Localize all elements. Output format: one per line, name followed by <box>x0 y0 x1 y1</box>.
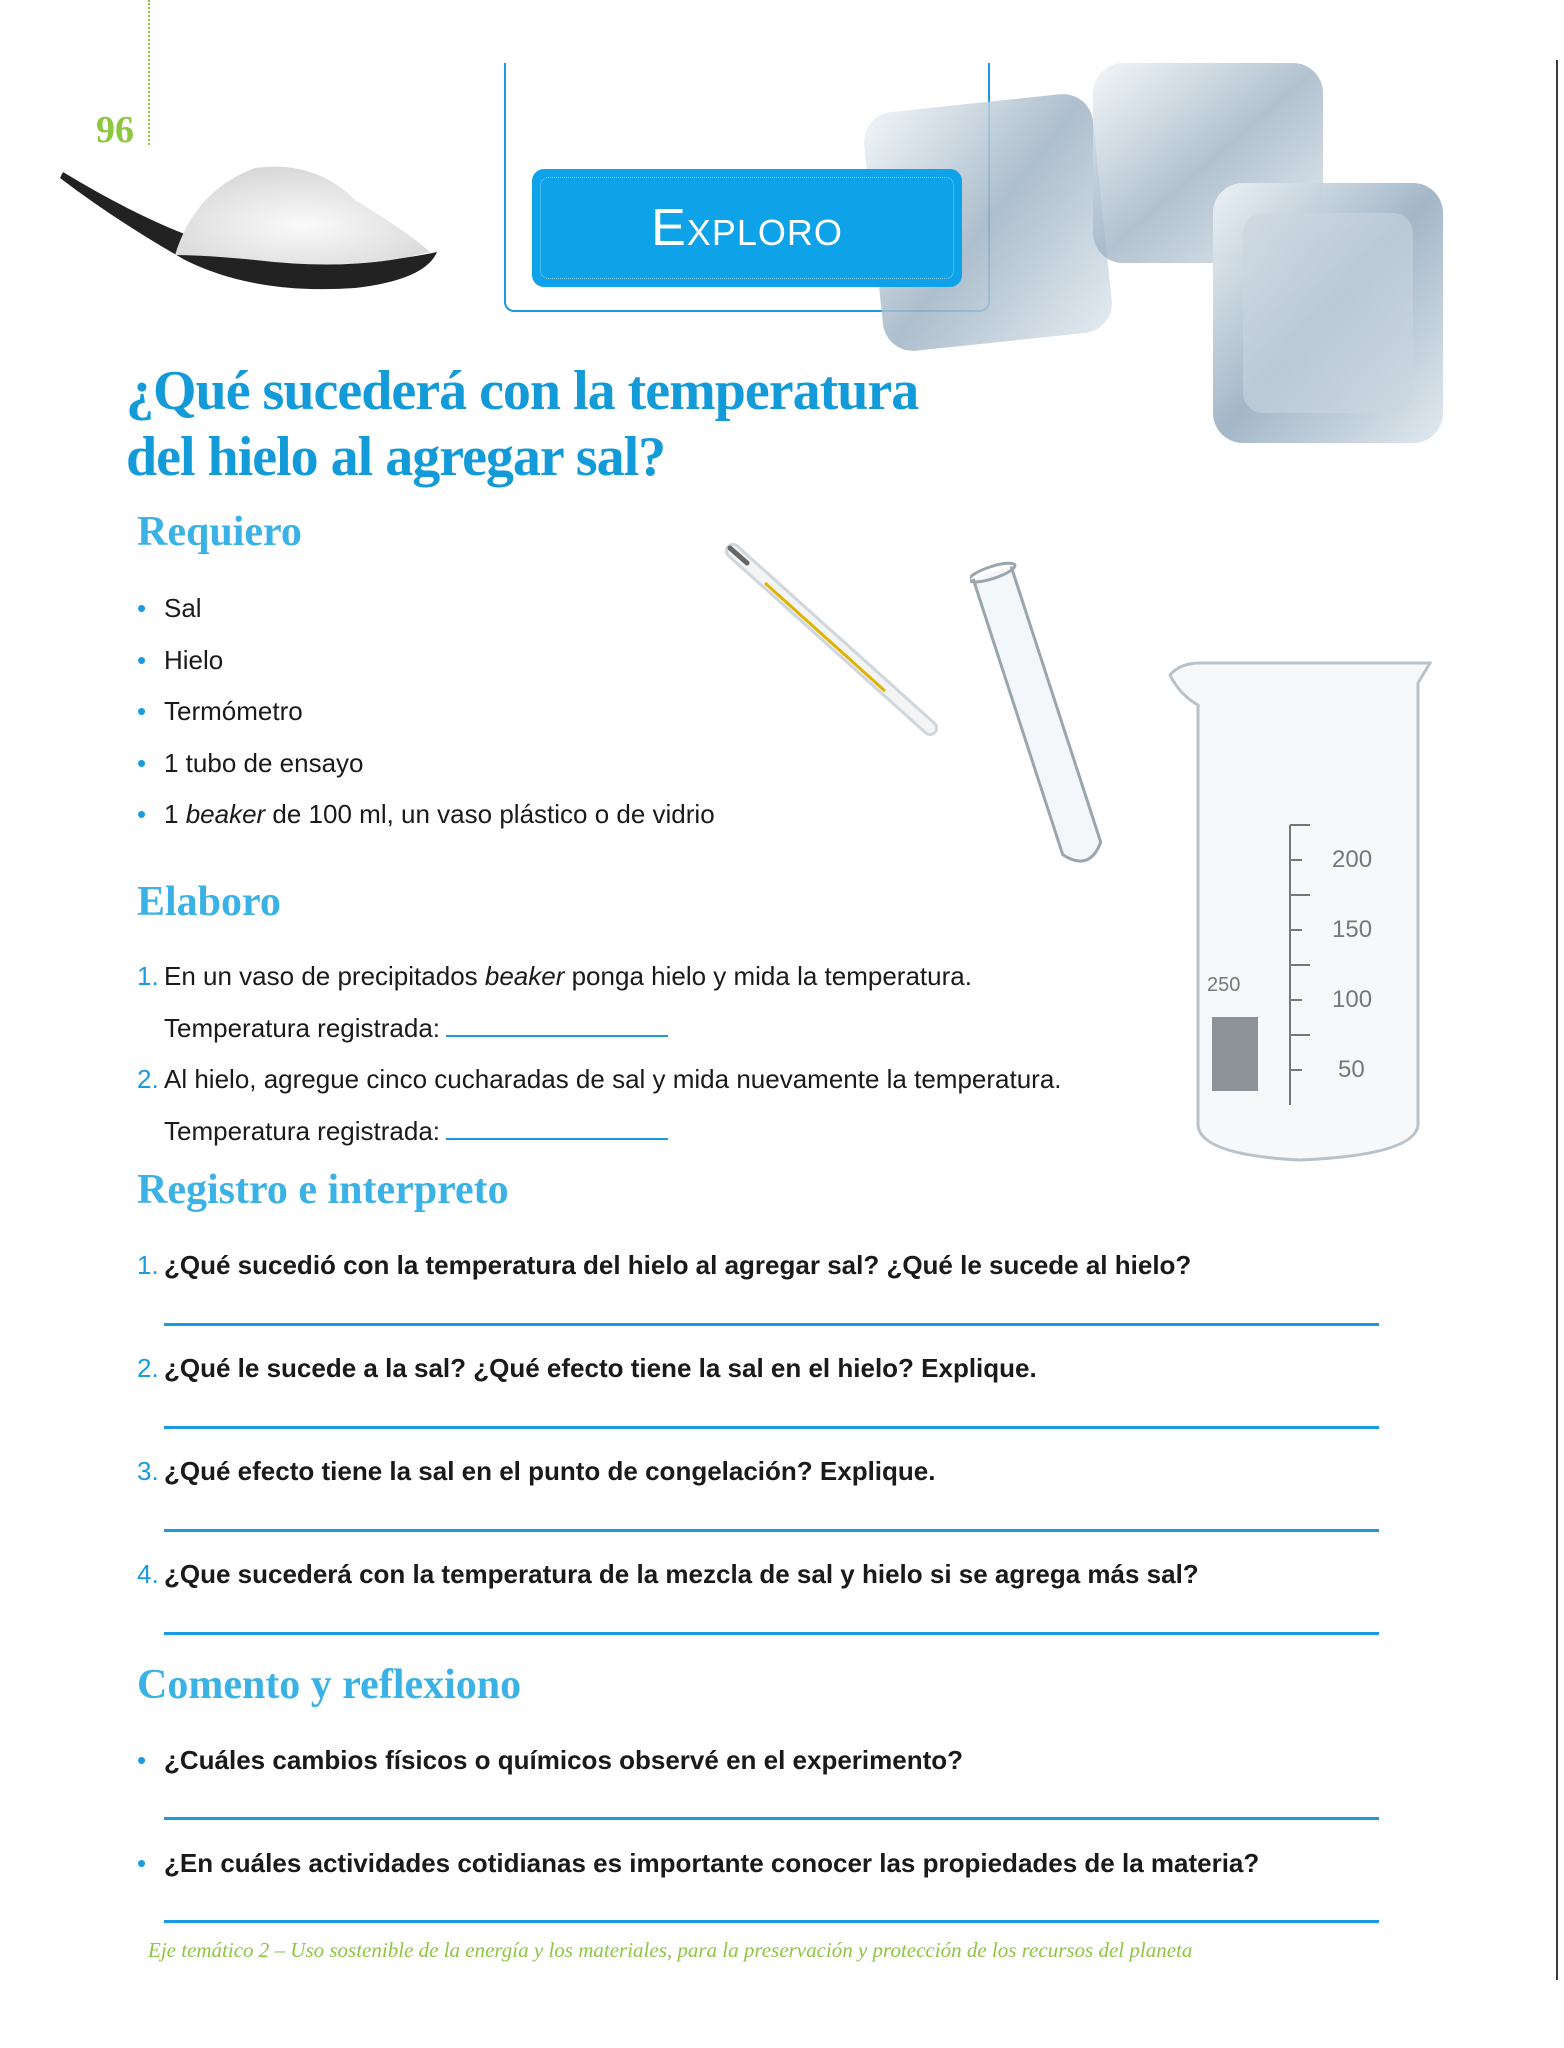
beaker-mark-50: 50 <box>1338 1056 1365 1083</box>
beaker-mark-200: 200 <box>1332 846 1373 873</box>
list-item: • 1 tubo de ensayo <box>137 748 364 778</box>
temperature-input-line[interactable] <box>446 1035 668 1037</box>
heading-elaboro: Elaboro <box>137 879 281 925</box>
answer-line[interactable] <box>164 1632 1379 1635</box>
margin-dotted-line <box>148 0 150 145</box>
list-item: • Termómetro <box>137 696 303 726</box>
list-item: • Sal <box>137 593 202 623</box>
page-title <box>126 358 918 490</box>
step-item: 2. Al hielo, agregue cinco cucharadas de sal y mida nuevamente la temperatura. <box>137 1064 1062 1094</box>
answer-line[interactable] <box>164 1920 1379 1923</box>
beaker-mark-100: 100 <box>1332 986 1373 1013</box>
question-item: 2. ¿Qué le sucede a la sal? ¿Qué efecto tiene la sal en el hielo? Explique. <box>137 1353 1037 1383</box>
page-edge <box>1556 60 1558 1980</box>
reflection-item: • ¿En cuáles actividades cotidianas es importante conocer las propiedades de la materia? <box>137 1848 1260 1878</box>
answer-line[interactable] <box>164 1323 1379 1326</box>
beaker-mark-250: 250 <box>1207 974 1241 996</box>
temperature-record: Temperatura registrada: <box>164 1013 668 1044</box>
question-item: 1. ¿Qué sucedió con la temperatura del hielo al agregar sal? ¿Qué le sucede al hielo? <box>137 1250 1192 1280</box>
heading-comento: Comento y reflexiono <box>137 1662 522 1708</box>
question-item: 3. ¿Qué efecto tiene la sal en el punto de congelación? Explique. <box>137 1456 936 1486</box>
answer-line[interactable] <box>164 1529 1379 1532</box>
question-item: 4. ¿Que sucederá con la temperatura de la mezcla de sal y hielo si se agrega más sal? <box>137 1559 1199 1589</box>
list-item: • 1 beaker de 100 ml, un vaso plástico o de vidrio <box>137 799 715 829</box>
temperature-record: Temperatura registrada: <box>164 1116 668 1147</box>
beaker-mark-150: 150 <box>1332 916 1373 943</box>
answer-line[interactable] <box>164 1426 1379 1429</box>
step-item: 1. En un vaso de precipitados beaker ponga hielo y mida la temperatura. <box>137 961 972 991</box>
section-badge-label: Exploro <box>651 199 843 257</box>
title-line-1: ¿Qué sucederá con la temperatura <box>126 360 919 422</box>
test-tube-image <box>970 555 1115 885</box>
title-line-2: del hielo al agregar sal? <box>126 426 666 488</box>
salt-spoon-image <box>55 160 445 300</box>
page-number: 96 <box>96 109 134 151</box>
list-item: • Hielo <box>137 645 224 675</box>
thermometer-image <box>725 543 945 743</box>
section-badge <box>532 169 962 287</box>
reflection-item: • ¿Cuáles cambios físicos o químicos observé en el experimento? <box>137 1745 964 1775</box>
heading-requiero: Requiero <box>137 509 302 555</box>
temperature-input-line[interactable] <box>446 1138 668 1140</box>
answer-line[interactable] <box>164 1817 1379 1820</box>
beaker-image <box>1160 655 1440 1175</box>
footer-theme: Eje temático 2 – Uso sostenible de la energía y los materiales, para la preservación y protección de los recursos del planeta <box>148 1938 1193 1962</box>
heading-registro: Registro e interpreto <box>137 1167 509 1213</box>
